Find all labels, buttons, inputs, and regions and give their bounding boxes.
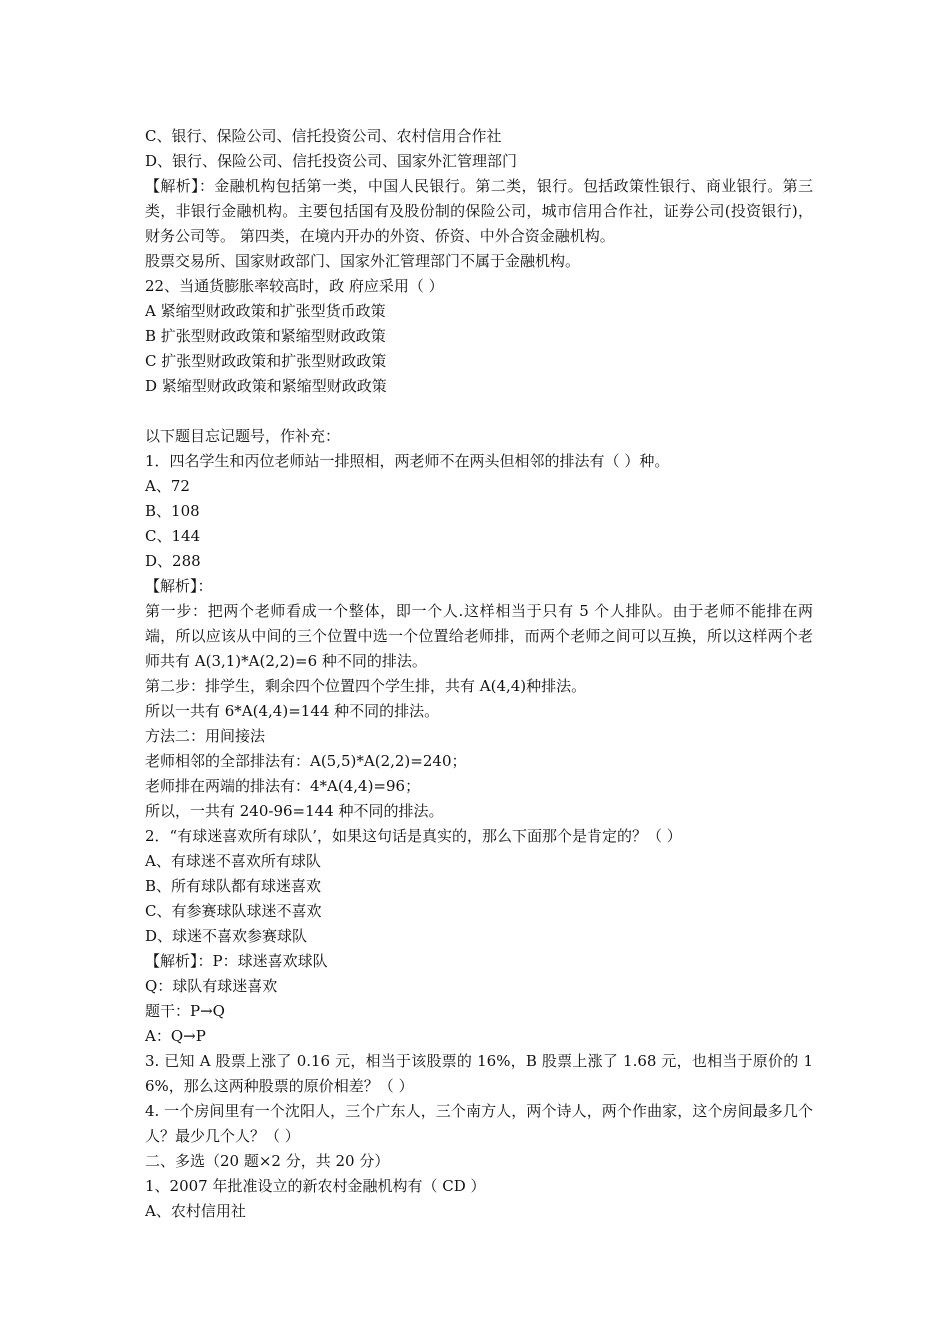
blank-line xyxy=(145,399,813,424)
option-22-c: C 扩张型财政政策和扩张型财政政策 xyxy=(145,352,387,370)
question-2: 2．“有球迷喜欢所有球队’，如果这句话是真实的，那么下面那个是肯定的？（ ） xyxy=(145,827,682,845)
text-line-4: 股票交易所、国家财政部门、国家外汇管理部门不属于金融机构。 xyxy=(145,252,581,270)
section-multiple-choice: 二、多选（20 题×2 分，共 20 分） xyxy=(145,1152,390,1170)
analysis-q-line: Q：球队有球迷喜欢 xyxy=(145,977,278,995)
option-2-b: B、所有球队都有球迷喜欢 xyxy=(145,877,322,895)
question-1: 1．四名学生和丙位老师站一排照相，两老师不在两头但相邻的排法有（ ）种。 xyxy=(145,452,670,470)
option-2-a: A、有球迷不喜欢所有球队 xyxy=(145,852,321,870)
supplement-heading: 以下题目忘记题号，作补充： xyxy=(145,427,341,445)
option-1-d: D、288 xyxy=(145,552,201,570)
option-2-d: D、球迷不喜欢参赛球队 xyxy=(145,927,308,945)
answer-a-line: A：Q→P xyxy=(145,1027,206,1045)
option-1-c: C、144 xyxy=(145,527,201,545)
analysis-label-1: 【解析】： xyxy=(145,577,213,595)
multi-question-1: 1、2007 年批准设立的新农村金融机构有（ CD ） xyxy=(145,1177,486,1195)
option-22-b: B 扩张型财政政策和紧缩型财政政策 xyxy=(145,327,386,345)
adjacent-all-line: 老师相邻的全部排法有：A(5,5)*A(2,2)=240； xyxy=(145,752,467,770)
option-1-a: A、72 xyxy=(145,477,190,495)
step-two-line: 第二步：排学生，剩余四个位置四个学生排，共有 A(4,4)种排法。 xyxy=(145,677,587,695)
method-two-line: 方法二：用间接法 xyxy=(145,727,266,745)
multi-option-1-a: A、农村信用社 xyxy=(145,1202,246,1220)
ends-line: 老师排在两端的排法有：4*A(4,4)=96； xyxy=(145,777,421,795)
stem-line: 题干：P→Q xyxy=(145,1002,225,1020)
step-one-paragraph: 第一步：把两个老师看成一个整体，即一个人.这样相当于只有 5 个人排队。由于老师不能排在两端，所以应该从中间的三个位置中选一个位置给老师排，而两个老师之间可以互换，所以这样两个老师共有 A(3,1)*A(2,2)=6 种不同的排法。 xyxy=(145,602,813,670)
text-line-1: C、银行、保险公司、信托投资公司、农村信用合作社 xyxy=(145,127,502,145)
question-4: 4. 一个房间里有一个沈阳人，三个广东人，三个南方人，两个诗人，两个作曲家，这个房间最多几个人？最少几个人？（ ） xyxy=(145,1102,813,1145)
analysis-p-line: 【解析】：P：球迷喜欢球队 xyxy=(145,952,328,970)
document-page xyxy=(145,124,813,1224)
analysis-paragraph-1: 【解析】：金融机构包括第一类，中国人民银行。第二类，银行。包括政策性银行、商业银行。第三类，非银行金融机构。主要包括国有及股份制的保险公司，城市信用合作社，证券公司(投资银行)，财务公司等。 第四类，在境内开办的外资、侨资、中外合资金融机构。 xyxy=(145,177,813,245)
option-22-a: A 紧缩型财政政策和扩张型货币政策 xyxy=(145,302,386,320)
option-2-c: C、有参赛球队球迷不喜欢 xyxy=(145,902,322,920)
text-line-2: D、银行、保险公司、信托投资公司、国家外汇管理部门 xyxy=(145,152,518,170)
question-22: 22、当通货膨胀率较高时，政 府应采用（ ） xyxy=(145,277,444,295)
result-line-1: 所以一共有 6*A(4,4)=144 种不同的排法。 xyxy=(145,702,440,720)
option-1-b: B、108 xyxy=(145,502,200,520)
option-22-d: D 紧缩型财政政策和紧缩型财政政策 xyxy=(145,377,387,395)
result-line-2: 所以，一共有 240-96=144 种不同的排法。 xyxy=(145,802,444,820)
question-3: 3. 已知 A 股票上涨了 0.16 元，相当于该股票的 16%，B 股票上涨了 1.68 元，也相当于原价的 16%，那么这两种股票的原价相差？（ ） xyxy=(145,1052,813,1095)
